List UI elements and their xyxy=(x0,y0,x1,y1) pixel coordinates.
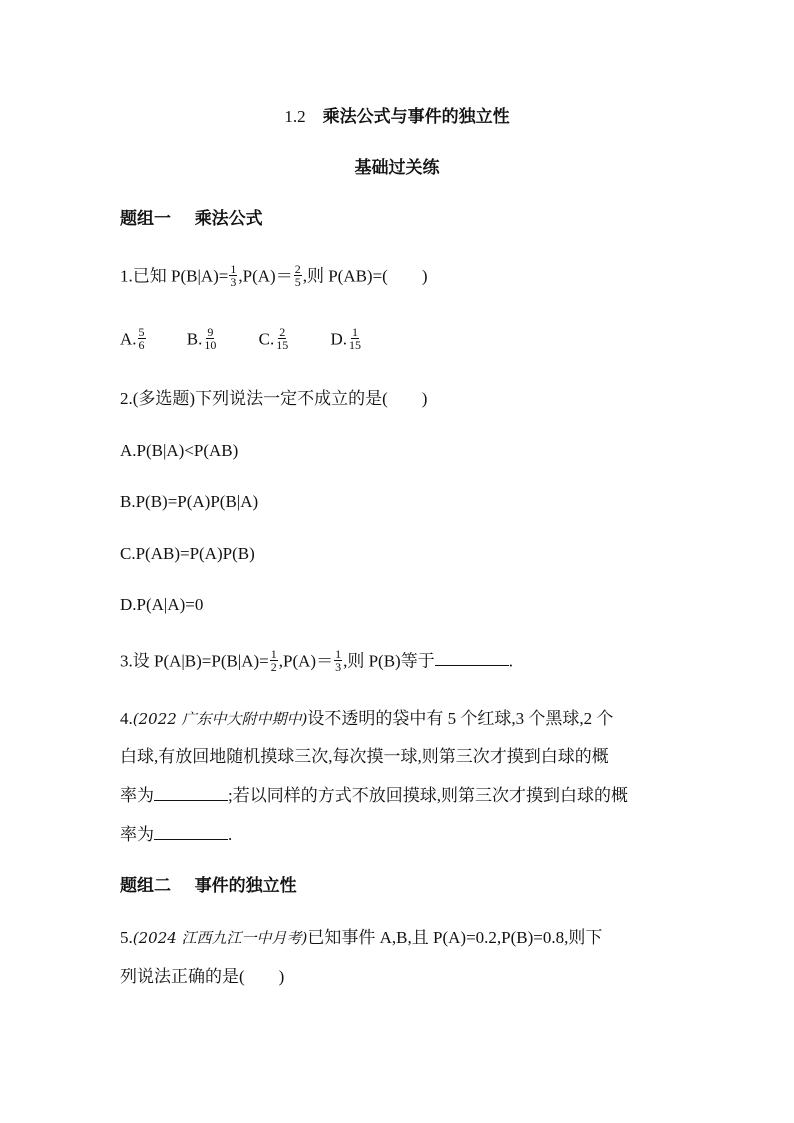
question-1 xyxy=(120,262,428,290)
section-number: 1.2 xyxy=(284,107,306,126)
q5-number: 5. xyxy=(120,928,133,947)
q1-fraction-2 xyxy=(294,263,302,288)
q4-answer-blank-1[interactable] xyxy=(154,785,228,801)
q1-f2-den: 5 xyxy=(294,275,301,289)
section-heading xyxy=(0,106,794,128)
q2-option-a[interactable]: A.P(B|A)<P(AB) xyxy=(120,441,239,460)
q1-option-c-den: 15 xyxy=(276,338,289,352)
question-4-line-3 xyxy=(120,785,628,807)
q1-mid: ,P(A)＝ xyxy=(238,266,293,286)
q1-option-b[interactable] xyxy=(186,325,219,353)
q1-option-c-fraction xyxy=(275,326,289,351)
q1-option-d[interactable] xyxy=(330,325,363,353)
q3-f1-num: 1 xyxy=(270,647,277,661)
q3-suffix-before: ,则 P(B)等于 xyxy=(343,651,435,671)
q4-source: (2022 广东中大附中期中) xyxy=(132,710,308,728)
q1-option-d-num: 1 xyxy=(352,325,358,339)
q4-answer-blank-2[interactable] xyxy=(154,824,228,840)
q4-line3-pre: 率为 xyxy=(120,786,154,805)
q3-fraction-1 xyxy=(270,648,278,673)
q1-option-c-num: 2 xyxy=(279,325,286,339)
q3-prefix: 3.设 P(A|B)=P(B|A)= xyxy=(120,651,269,671)
q3-mid: ,P(A)＝ xyxy=(278,651,334,671)
q2-option-d[interactable]: D.P(A|A)=0 xyxy=(120,595,204,614)
q1-option-b-num: 9 xyxy=(207,325,214,339)
q1-option-b-den: 10 xyxy=(204,338,217,352)
q4-line4-post: . xyxy=(228,825,233,844)
q5-source: (2024 江西九江一中月考) xyxy=(132,929,308,947)
q3-suffix-after: . xyxy=(508,651,513,671)
q1-option-a[interactable] xyxy=(120,325,147,353)
q2-option-b[interactable]: B.P(B)=P(A)P(B|A) xyxy=(120,492,259,511)
q1-f1-den: 3 xyxy=(230,275,237,289)
q1-prefix: 1.已知 P(B|A)= xyxy=(120,266,229,286)
q1-options xyxy=(120,325,399,353)
q1-option-b-fraction xyxy=(203,326,217,351)
group1-title: 乘法公式 xyxy=(194,209,263,229)
q2-option-c[interactable]: C.P(AB)=P(A)P(B) xyxy=(120,544,255,563)
group1-heading xyxy=(120,208,263,230)
q1-option-b-label: B. xyxy=(186,329,203,349)
q3-answer-blank[interactable] xyxy=(435,650,509,666)
q4-line4-pre: 率为 xyxy=(120,825,154,844)
question-5-line-1 xyxy=(120,927,602,949)
q1-option-d-fraction xyxy=(348,326,362,351)
question-4-line-4 xyxy=(120,824,232,846)
q1-option-c-label: C. xyxy=(258,329,275,349)
q1-option-a-den: 6 xyxy=(138,338,145,352)
group2-heading xyxy=(120,875,297,897)
section-title: 乘法公式与事件的独立性 xyxy=(322,107,510,127)
q1-option-a-num: 5 xyxy=(138,325,145,339)
q4-line3-post: ;若以同样的方式不放回摸球,则第三次才摸到白球的概 xyxy=(228,786,628,805)
q1-option-d-label: D. xyxy=(330,329,347,349)
q1-option-c[interactable] xyxy=(258,325,291,353)
q1-f1-num: 1 xyxy=(230,262,237,276)
q1-suffix: ,则 P(AB)=( ) xyxy=(302,266,428,286)
group2-title: 事件的独立性 xyxy=(194,876,297,896)
q5-line1-text: 已知事件 A,B,且 P(A)=0.2,P(B)=0.8,则下 xyxy=(307,928,603,947)
question-4-line-1 xyxy=(120,708,613,730)
subtitle: 基础过关练 xyxy=(354,158,440,178)
question-5-line-2: 列说法正确的是( ) xyxy=(120,967,285,986)
q3-f1-den: 2 xyxy=(270,660,277,674)
q1-option-d-den: 15 xyxy=(349,338,361,352)
q1-option-a-fraction xyxy=(138,326,146,351)
q3-f2-den: 3 xyxy=(335,660,342,674)
q1-f2-num: 2 xyxy=(294,262,301,276)
question-3 xyxy=(120,647,513,675)
question-4-line-2: 白球,有放回地随机摸球三次,每次摸一球,则第三次才摸到白球的概 xyxy=(120,747,609,766)
q1-fraction-1 xyxy=(229,263,237,288)
q1-option-a-label: A. xyxy=(120,329,137,349)
group2-label: 题组二 xyxy=(120,876,171,896)
q4-number: 4. xyxy=(120,709,133,728)
q4-line1-text: 设不透明的袋中有 5 个红球,3 个黑球,2 个 xyxy=(307,709,614,728)
question-2-stem: 2.(多选题)下列说法一定不成立的是( ) xyxy=(120,389,428,408)
q3-fraction-2 xyxy=(334,648,342,673)
q3-f2-num: 1 xyxy=(335,647,342,661)
group1-label: 题组一 xyxy=(120,209,171,229)
